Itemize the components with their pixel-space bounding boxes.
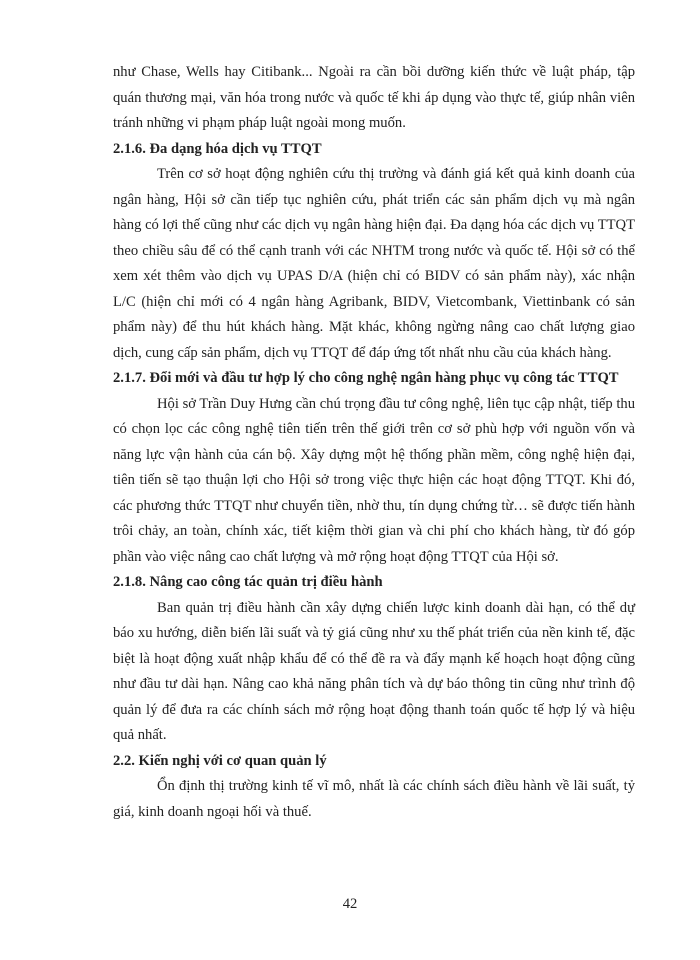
heading-2-2: 2.2. Kiến nghị với cơ quan quản lý (113, 752, 327, 769)
heading-2-1-7: 2.1.7. Đổi mới và đầu tư hợp lý cho công nghệ ngân hàng phục vụ công tác TTQT (113, 370, 619, 386)
page-body (113, 60, 635, 825)
paragraph-2-1-7: Hội sở Trần Duy Hưng cần chú trọng đầu tư công nghệ, liên tục cập nhật, tiếp thu có chọn lọc các công nghệ tiên tiến trên thế giới trên cơ sở phù hợp với nguồn vốn và năng lực vận hành của cán bộ. Xây dựng một hệ thống phần mềm, công nghệ hiện đại, tiên tiến sẽ tạo thuận lợi cho Hội sở trong việc thực hiện các hoạt động TTQT. Khi đó, các phương thức TTQT như chuyển tiền, nhờ thu, tín dụng chứng từ… sẽ được tiến hành trôi chảy, an toàn, chính xác, tiết kiệm thời gian và chi phí cho khách hàng, từ đó góp phần vào việc nâng cao chất lượng và mở rộng hoạt động TTQT của Hội sở. (113, 395, 635, 565)
heading-2-1-6: 2.1.6. Đa dạng hóa dịch vụ TTQT (113, 140, 322, 157)
paragraph-2-1-6: Trên cơ sở hoạt động nghiên cứu thị trường và đánh giá kết quả kinh doanh của ngân hàng, Hội sở cần tiếp tục nghiên cứu, phát triển các sản phẩm dịch vụ mà ngân hàng có lợi thế cũng như các dịch vụ ngân hàng hiện đại. Đa dạng hóa các dịch vụ TTQT theo chiều sâu để có thể cạnh tranh với các NHTM trong nước và quốc tế. Hội sở có thể xem xét thêm vào dịch vụ UPAS D/A (hiện chỉ có BIDV có sản phẩm này), xác nhận L/C (hiện chỉ mới có 4 ngân hàng Agribank, BIDV, Vietcombank, Viettinbank có sản phẩm này) để thu hút khách hàng. Mặt khác, không ngừng nâng cao chất lượng giao dịch, cung cấp sản phẩm, dịch vụ TTQT để đáp ứng tốt nhất nhu cầu của khách hàng. (113, 166, 635, 361)
page-number: 42 (342, 896, 358, 912)
heading-2-1-8: 2.1.8. Nâng cao công tác quản trị điều hành (113, 574, 383, 590)
paragraph-continuation: như Chase, Wells hay Citibank... Ngoài ra cần bồi dưỡng kiến thức về luật pháp, tập quán thương mại, văn hóa trong nước và quốc tế khi áp dụng vào thực tế, giúp nhân viên tránh những vi phạm pháp luật ngoài mong muốn. (113, 64, 635, 131)
paragraph-2-2: Ổn định thị trường kinh tế vĩ mô, nhất là các chính sách điều hành về lãi suất, tỷ giá, kinh doanh ngoại hối và thuế. (113, 778, 635, 820)
paragraph-2-1-8: Ban quản trị điều hành cần xây dựng chiến lược kinh doanh dài hạn, có thể dự báo xu hướng, diễn biến lãi suất và tỷ giá cũng như xu thế phát triển của nền kinh tế, đặc biệt là hoạt động xuất nhập khẩu để có thể đề ra và đẩy mạnh kế hoạch hoạt động cũng như đầu tư dài hạn. Nâng cao khả năng phân tích và dự báo thông tin cũng như trình độ quản lý để đưa ra các chính sách mở rộng hoạt động thanh toán quốc tế hợp lý và hiệu quả nhất. (113, 599, 635, 743)
